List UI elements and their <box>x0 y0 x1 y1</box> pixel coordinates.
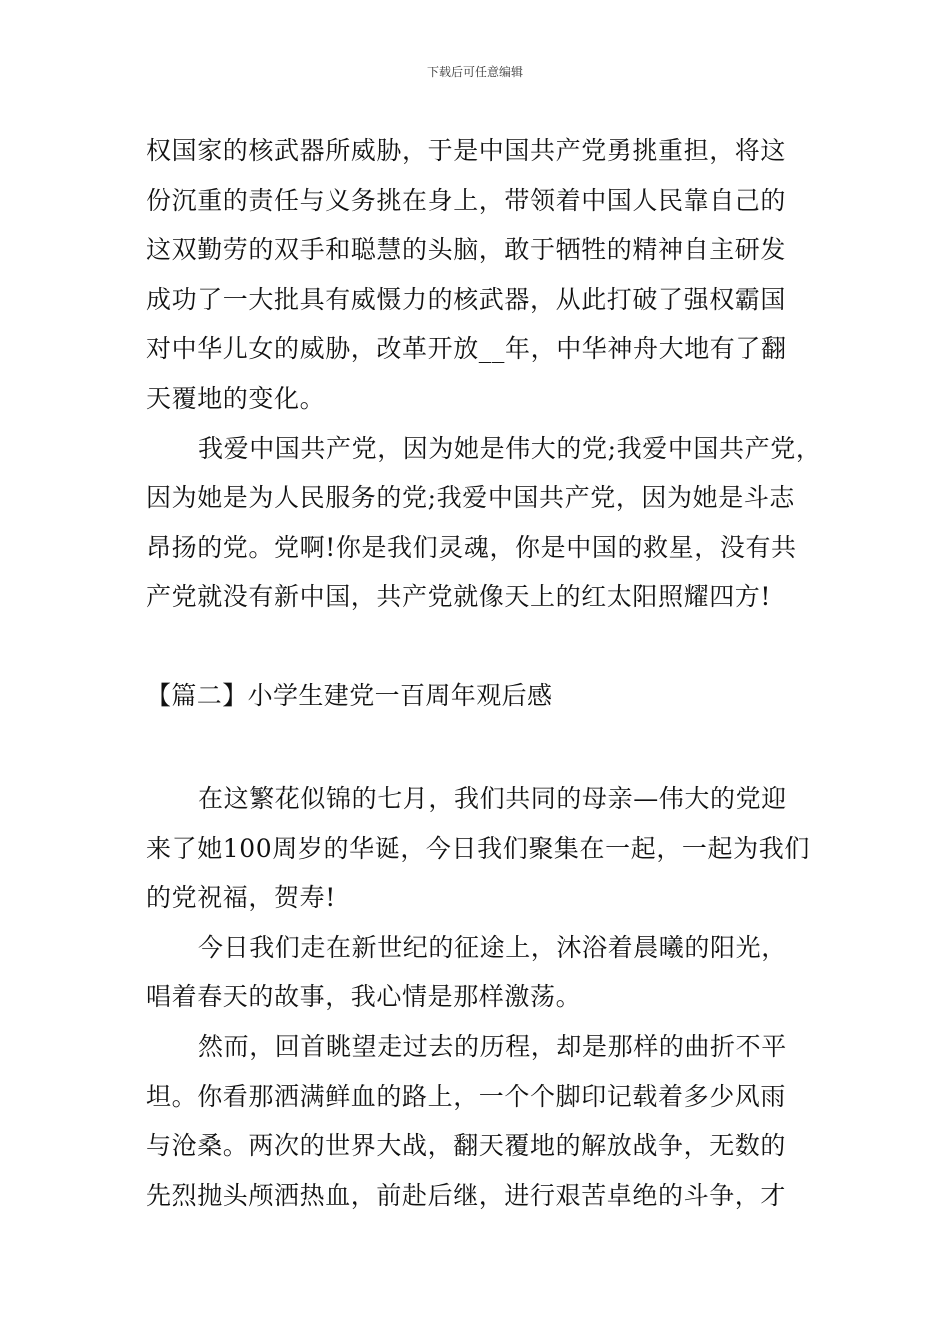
section-1-body <box>146 126 826 622</box>
text-line: 坦。你看那洒满鲜血的路上，一个个脚印记载着多少风雨 <box>146 1081 787 1111</box>
section-2-heading: 【篇二】小学生建党一百周年观后感 <box>146 681 553 710</box>
text-line: 权国家的核武器所威胁，于是中国共产党勇挑重担，将这 <box>146 136 787 165</box>
text-line: 我爱中国共产党，因为她是伟大的党;我爱中国共产党， <box>198 433 822 463</box>
text-line: 成功了一大批具有威慑力的核武器，从此打破了强权霸国 <box>146 284 787 314</box>
text-line: 先烈抛头颅洒热血，前赴后继，进行艰苦卓绝的斗争，才 <box>146 1180 787 1210</box>
paragraph <box>146 1022 826 1220</box>
text-line: 昂扬的党。党啊!你是我们灵魂，你是中国的救星，没有共 <box>146 532 797 562</box>
text-line: 对中华儿女的威胁，改革开放__年，中华神舟大地有了翻 <box>146 334 787 364</box>
text-line: 产党就没有新中国，共产党就像天上的红太阳照耀四方! <box>146 582 772 612</box>
paragraph <box>146 923 826 1022</box>
page-header: 下载后可任意编辑 <box>426 65 523 79</box>
section-2-body <box>146 774 826 1220</box>
text-line: 唱着春天的故事，我心情是那样激荡。 <box>146 982 582 1012</box>
text-line: 与沧桑。两次的世界大战，翻天覆地的解放战争，无数的 <box>146 1131 787 1161</box>
paragraph <box>146 424 826 622</box>
text-line: 然而，回首眺望走过去的历程，却是那样的曲折不平 <box>198 1031 787 1061</box>
text-line: 今日我们走在新世纪的征途上，沐浴着晨曦的阳光， <box>198 932 787 962</box>
text-line: 天覆地的变化。 <box>146 383 326 413</box>
text-line: 份沉重的责任与义务挑在身上，带领着中国人民靠自己的 <box>146 185 787 215</box>
paragraph <box>146 126 826 424</box>
text-line: 在这繁花似锦的七月，我们共同的母亲—伟大的党迎 <box>198 784 787 813</box>
text-line: 来了她100周岁的华诞，今日我们聚集在一起，一起为我们 <box>146 833 810 863</box>
text-line: 这双勤劳的双手和聪慧的头脑，敢于牺牲的精神自主研发 <box>146 235 787 265</box>
paragraph <box>146 774 826 923</box>
text-line: 的党祝福，贺寿! <box>146 883 336 913</box>
text-line: 因为她是为人民服务的党;我爱中国共产党，因为她是斗志 <box>146 483 796 513</box>
